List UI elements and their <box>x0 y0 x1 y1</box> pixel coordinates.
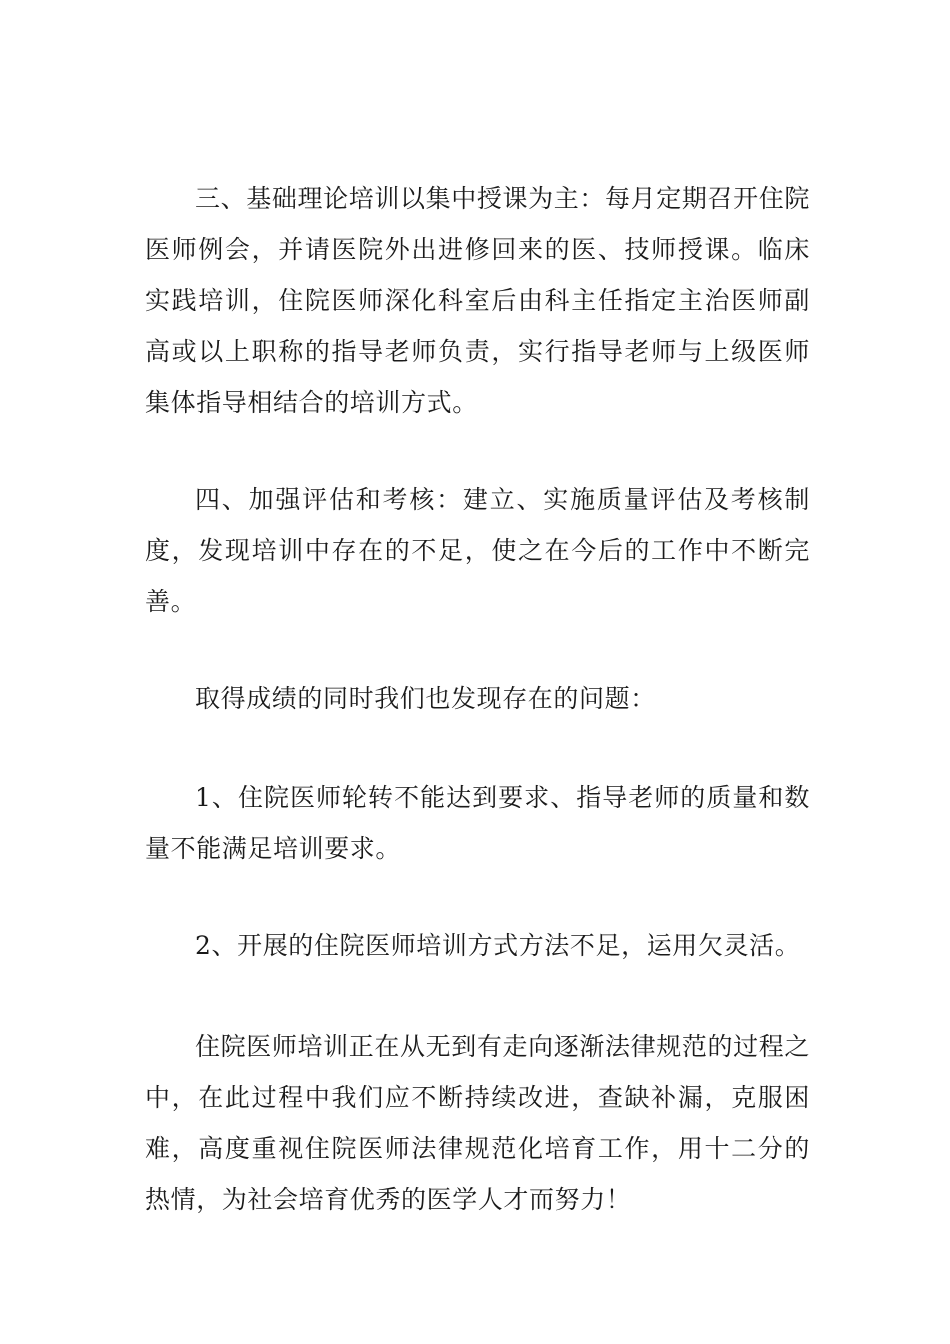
paragraph-basic-theory-training: 三、基础理论培训以集中授课为主：每月定期召开住院医师例会，并请医院外出进修回来的医、技师授课。临床实践培训，住院医师深化科室后由科主任指定主治医师副高或以上职称的指导老师负责，实行指导老师与上级医师集体指导相结合的培训方式。 <box>145 184 810 417</box>
paragraph-problem-1: 1、住院医师轮转不能达到要求、指导老师的质量和数量不能满足培训要求。 <box>145 783 810 863</box>
paragraph-assessment: 四、加强评估和考核：建立、实施质量评估及考核制度，发现培训中存在的不足，使之在今后的工作中不断完善。 <box>145 485 810 616</box>
paragraph-problems-intro: 取得成绩的同时我们也发现存在的问题： <box>195 684 656 713</box>
paragraph-problem-2: 2、开展的住院医师培训方式方法不足，运用欠灵活。 <box>195 931 801 960</box>
paragraph-conclusion: 住院医师培训正在从无到有走向逐渐法律规范的过程之中，在此过程中我们应不断持续改进，查缺补漏，克服困难，高度重视住院医师法律规范化培育工作，用十二分的热情，为社会培育优秀的医学人才而努力！ <box>145 1032 810 1214</box>
